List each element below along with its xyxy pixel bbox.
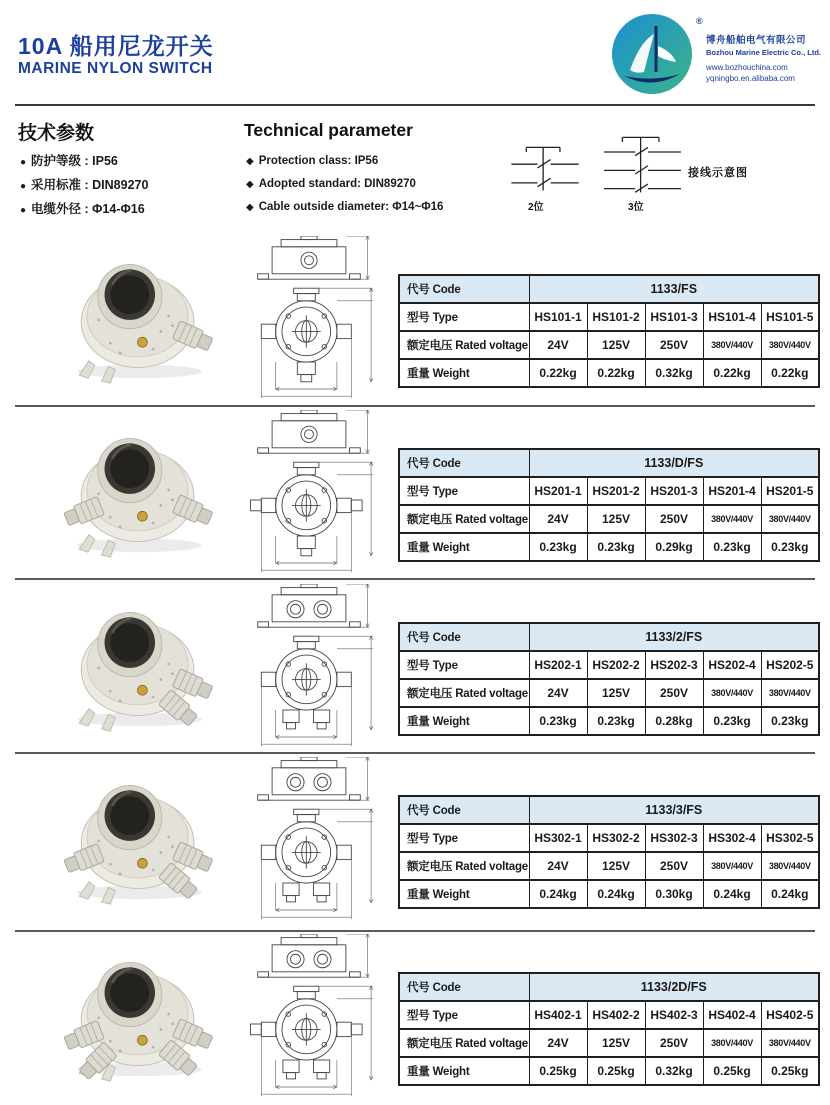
type-cell: HS101-2 [587,303,645,331]
tech-param-item: Protection class: IP56 [258,155,379,167]
weight-cell: 0.32kg [645,359,703,387]
terminal-screw [138,511,148,521]
weight-cell: 0.23kg [761,707,819,735]
tech-param-row [20,174,148,198]
drawing-top-double-hole [287,774,331,791]
code-value: 1133/FS [529,275,819,303]
voltage-cell: 380V/440V [703,852,761,880]
tech-param-item: Cable outside diameter: Φ14~Φ16 [258,201,444,213]
weight-cell: 0.22kg [761,359,819,387]
table-row-code [399,275,819,303]
drawing-front-view [251,986,373,1096]
type-cell: HS101-3 [645,303,703,331]
product-photo [52,422,227,558]
switch-opening [110,275,149,314]
tech-param-row [246,196,443,219]
voltage-cell: 125V [587,505,645,533]
drawing-top-view [258,934,370,977]
dimension-drawing [250,410,386,572]
company-logo-icon [610,12,694,96]
voltage-cell: 250V [645,505,703,533]
code-value: 1133/D/FS [529,449,819,477]
type-cell: HS202-4 [703,651,761,679]
drawing-top-double-hole [287,601,331,618]
page-title-zh: 10A 船用尼龙开关 [18,33,214,59]
company-info [706,32,828,84]
spec-table [398,622,820,736]
drawing-bottom-double [283,1060,330,1079]
code-label: 代号 Code [399,796,529,824]
dimension-drawing [250,757,386,919]
tech-param-item: Adopted standard: DIN89270 [258,178,416,190]
bullet-icon: ◆ [246,202,254,213]
switch-opening [110,973,149,1012]
tech-param-row [20,198,148,222]
tech-params-heading-en: Technical parameter [244,120,413,140]
voltage-cell: 250V [645,331,703,359]
company-url-1[interactable]: www.bozhouchina.com [706,63,788,72]
weight-cell: 0.22kg [529,359,587,387]
tech-param-row [20,150,148,174]
tech-params-heading-zh: 技术参数 [18,123,95,144]
table-row-type [399,303,819,331]
table-row-weight [399,880,819,908]
type-cell: HS302-2 [587,824,645,852]
table-row-weight [399,533,819,561]
table-row-voltage [399,852,819,880]
tech-param-item: 电缆外径 : Φ14-Φ16 [31,202,145,216]
type-cell: HS302-5 [761,824,819,852]
spec-table [398,795,820,909]
product-photo [52,248,227,384]
dimension-drawing [250,584,386,746]
terminal-screw [138,1035,148,1045]
voltage-cell: 24V [529,679,587,707]
header-divider [15,104,815,106]
wiring-diagram-3pos [596,130,688,196]
drawing-top-single-hole [301,426,317,442]
weight-label: 重量 Weight [399,880,529,908]
table-row-type [399,651,819,679]
weight-cell: 0.23kg [703,533,761,561]
voltage-cell: 250V [645,1029,703,1057]
weight-cell: 0.25kg [761,1057,819,1085]
product-photo [52,946,227,1082]
type-cell: HS202-3 [645,651,703,679]
type-cell: HS402-1 [529,1001,587,1029]
drawing-bottom-double [283,883,330,902]
drawing-front-view [261,288,373,398]
table-row-weight [399,359,819,387]
page-title-en: MARINE NYLON SWITCH [18,60,213,77]
table-row-code [399,623,819,651]
dimension-drawing [250,934,386,1096]
voltage-cell: 380V/440V [761,505,819,533]
voltage-cell: 380V/440V [761,331,819,359]
drawing-front-view [261,636,373,746]
weight-label: 重量 Weight [399,359,529,387]
registered-trademark-icon: ® [696,16,703,26]
voltage-label: 额定电压 Rated voltage [399,331,529,359]
type-cell: HS201-5 [761,477,819,505]
switch-opening [110,449,149,488]
voltage-cell: 380V/440V [703,331,761,359]
code-value: 1133/3/FS [529,796,819,824]
type-cell: HS101-5 [761,303,819,331]
voltage-label: 额定电压 Rated voltage [399,852,529,880]
product-section [0,930,830,1105]
drawing-top-view [258,410,370,453]
voltage-cell: 250V [645,852,703,880]
weight-cell: 0.23kg [529,533,587,561]
type-cell: HS201-2 [587,477,645,505]
weight-cell: 0.24kg [761,880,819,908]
voltage-label: 额定电压 Rated voltage [399,1029,529,1057]
table-row-voltage [399,679,819,707]
type-label: 型号 Type [399,303,529,331]
type-cell: HS202-1 [529,651,587,679]
table-row-voltage [399,505,819,533]
table-row-code [399,796,819,824]
weight-cell: 0.24kg [703,880,761,908]
weight-cell: 0.24kg [529,880,587,908]
table-row-type [399,824,819,852]
spec-table [398,448,820,562]
tech-params-list-zh [20,150,148,222]
table-row-weight [399,1057,819,1085]
voltage-cell: 24V [529,1029,587,1057]
type-cell: HS302-1 [529,824,587,852]
table-row-type [399,1001,819,1029]
bullet-icon: ● [20,205,27,216]
voltage-cell: 24V [529,331,587,359]
type-label: 型号 Type [399,651,529,679]
weight-cell: 0.32kg [645,1057,703,1085]
type-cell: HS101-1 [529,303,587,331]
voltage-cell: 125V [587,852,645,880]
product-section [0,753,830,929]
table-row-voltage [399,331,819,359]
type-cell: HS402-4 [703,1001,761,1029]
company-name-zh: 博舟船舶电气有限公司 [706,35,807,46]
voltage-cell: 24V [529,505,587,533]
voltage-cell: 125V [587,679,645,707]
switch-opening [110,796,149,835]
voltage-cell: 380V/440V [703,505,761,533]
spec-table [398,274,820,388]
product-section [0,232,830,408]
type-cell: HS302-4 [703,824,761,852]
voltage-cell: 125V [587,331,645,359]
type-cell: HS101-4 [703,303,761,331]
voltage-cell: 380V/440V [703,1029,761,1057]
drawing-top-view [258,757,370,800]
tech-param-row [246,150,443,173]
table-row-type [399,477,819,505]
bullet-icon: ◆ [246,156,254,167]
type-cell: HS402-5 [761,1001,819,1029]
wiring-diagram-2pos [505,138,585,196]
voltage-cell: 380V/440V [761,1029,819,1057]
weight-cell: 0.23kg [587,707,645,735]
type-cell: HS201-3 [645,477,703,505]
voltage-cell: 380V/440V [703,679,761,707]
drawing-top-single-hole [301,252,317,268]
weight-cell: 0.25kg [703,1057,761,1085]
tech-param-item: 防护等级 : IP56 [31,154,118,168]
code-value: 1133/2/FS [529,623,819,651]
type-cell: HS202-5 [761,651,819,679]
type-cell: HS302-3 [645,824,703,852]
weight-cell: 0.29kg [645,533,703,561]
voltage-label: 额定电压 Rated voltage [399,679,529,707]
company-name-en: Bozhou Marine Electric Co., Ltd. [706,48,822,57]
product-section [0,580,830,756]
weight-cell: 0.23kg [529,707,587,735]
tech-param-item: 采用标准 : DIN89270 [31,178,149,192]
table-row-code [399,449,819,477]
drawing-top-view [258,584,370,627]
weight-cell: 0.22kg [587,359,645,387]
spec-table [398,972,820,1086]
drawing-top-view [258,236,370,279]
weight-cell: 0.23kg [587,533,645,561]
weight-cell: 0.28kg [645,707,703,735]
code-label: 代号 Code [399,275,529,303]
weight-cell: 0.22kg [703,359,761,387]
terminal-screw [138,858,148,868]
drawing-bottom-single [297,362,315,382]
weight-cell: 0.23kg [703,707,761,735]
table-row-code [399,973,819,1001]
wiring-caption: 接线示意图 [688,167,748,179]
type-label: 型号 Type [399,477,529,505]
drawing-front-view [251,462,373,572]
voltage-label: 额定电压 Rated voltage [399,505,529,533]
table-row-voltage [399,1029,819,1057]
dimension-drawing [250,236,386,398]
voltage-cell: 250V [645,679,703,707]
switch-opening [110,623,149,662]
voltage-cell: 380V/440V [761,852,819,880]
terminal-screw [138,337,148,347]
code-label: 代号 Code [399,449,529,477]
drawing-top-double-hole [287,951,331,968]
code-label: 代号 Code [399,623,529,651]
code-label: 代号 Code [399,973,529,1001]
weight-label: 重量 Weight [399,1057,529,1085]
weight-cell: 0.25kg [587,1057,645,1085]
wiring-label-3pos: 3位 [628,202,644,213]
weight-cell: 0.23kg [761,533,819,561]
weight-label: 重量 Weight [399,533,529,561]
product-section [0,406,830,582]
type-cell: HS402-2 [587,1001,645,1029]
code-value: 1133/2D/FS [529,973,819,1001]
voltage-cell: 24V [529,852,587,880]
product-photo [52,769,227,905]
voltage-cell: 125V [587,1029,645,1057]
drawing-bottom-single [297,536,315,556]
voltage-cell: 380V/440V [761,679,819,707]
product-photo [52,596,227,732]
bullet-icon: ● [20,181,27,192]
weight-cell: 0.30kg [645,880,703,908]
table-row-weight [399,707,819,735]
company-url-2[interactable]: yqningbo.en.alibaba.com [706,74,795,83]
type-cell: HS202-2 [587,651,645,679]
bullet-icon: ● [20,157,27,168]
weight-cell: 0.24kg [587,880,645,908]
drawing-front-view [261,809,373,919]
terminal-screw [138,685,148,695]
type-cell: HS201-1 [529,477,587,505]
type-cell: HS402-3 [645,1001,703,1029]
bullet-icon: ◆ [246,179,254,190]
weight-label: 重量 Weight [399,707,529,735]
weight-cell: 0.25kg [529,1057,587,1085]
wiring-label-2pos: 2位 [528,202,544,213]
type-cell: HS201-4 [703,477,761,505]
type-label: 型号 Type [399,824,529,852]
drawing-bottom-double [283,710,330,729]
type-label: 型号 Type [399,1001,529,1029]
tech-params-list-en [246,150,443,219]
company-urls[interactable] [706,62,828,84]
tech-param-row [246,173,443,196]
